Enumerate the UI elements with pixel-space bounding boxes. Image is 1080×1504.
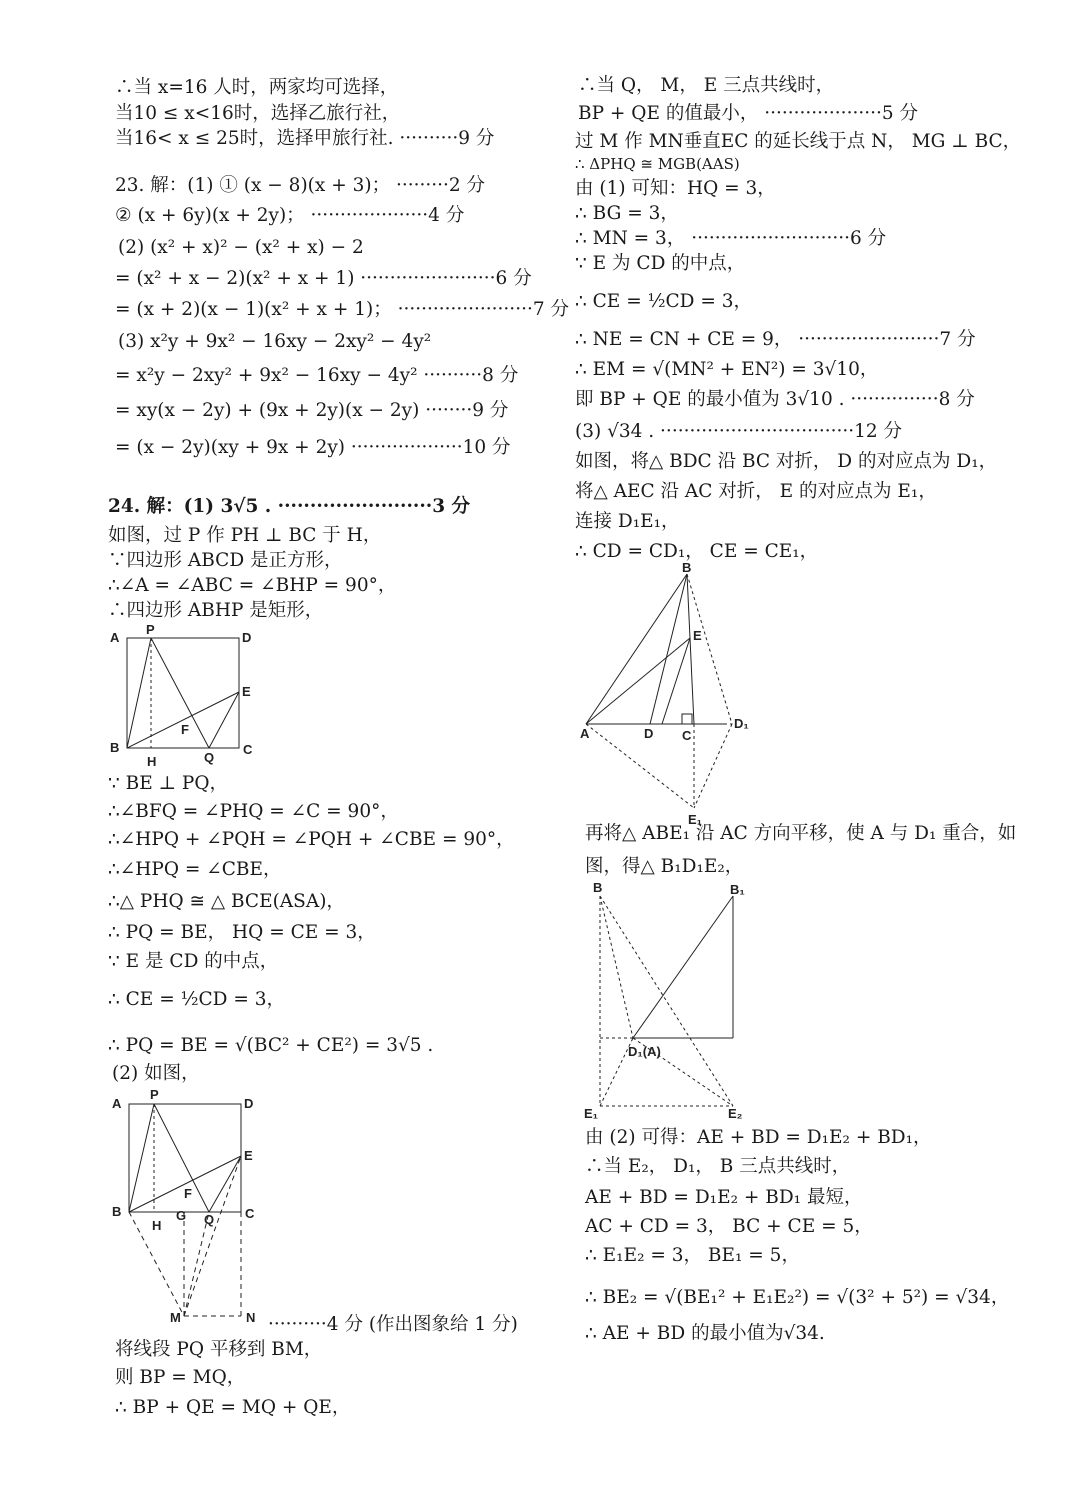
text-line: 如图，过 P 作 PH ⊥ BC 于 H， [108, 525, 382, 546]
text-line: ∴当 E₂， D₁， B 三点共线时， [585, 1156, 851, 1177]
text-line: ··········4 分 (作出图象给 1 分) [268, 1314, 518, 1335]
label-A: A [110, 630, 120, 645]
text-line: ∴∠A = ∠ABC = ∠BHP = 90°， [108, 575, 397, 596]
label-E: E [242, 684, 251, 699]
label-Q: Q [204, 750, 215, 765]
text-line: = (x² + x − 2)(x² + x + 1) ·······················6 分 [115, 268, 532, 289]
label-E1: E₁ [584, 1106, 599, 1121]
label-D: D [244, 1096, 254, 1111]
text-line: ∴∠BFQ = ∠PHQ = ∠C = 90°， [108, 801, 399, 822]
label-C: C [243, 742, 253, 757]
text-line: 图，得△ B₁D₁E₂， [585, 856, 744, 877]
label-F: F [181, 722, 189, 737]
text-line: ② (x + 6y)(x + 2y)； ····················4 分 [115, 205, 465, 226]
text-line: 过 M 作 MN垂直EC 的延长线于点 N， MG ⊥ BC， [575, 131, 1022, 152]
figure-translation [578, 878, 768, 1123]
text-line: ∴∠HPQ + ∠PQH = ∠PQH + ∠CBE = 90°， [108, 829, 515, 850]
figure-square-2 [104, 1084, 274, 1334]
text-line: ∴四边形 ABHP 是矩形， [108, 600, 324, 621]
text-line: (2) 如图， [112, 1063, 200, 1084]
label-D1: D₁ [734, 716, 749, 731]
label-P: P [146, 622, 155, 637]
figure-square-1 [104, 620, 274, 770]
text-line: 由 (1) 可知：HQ = 3， [575, 178, 776, 199]
text-line: ∵ E 为 CD 的中点， [575, 253, 746, 274]
text-line: ∴ NE = CN + CE = 9， ························7 分 [575, 329, 976, 350]
text-line: ∵ BE ⊥ PQ， [108, 773, 229, 794]
label-E: E [244, 1148, 253, 1163]
label-E1: E₁ [688, 812, 703, 827]
text-line: ∴ BP + QE = MQ + QE， [115, 1397, 351, 1418]
text-line: = (x + 2)(x − 1)(x² + x + 1)； ·······················7 分 [115, 299, 569, 320]
text-line: 将线段 PQ 平移到 BM， [115, 1339, 323, 1360]
text-line: ∵四边形 ABCD 是正方形， [108, 550, 343, 571]
text-line: BP + QE 的值最小， ····················5 分 [578, 103, 919, 124]
text-line: 即 BP + QE 的最小值为 3√10 . ···············8 分 [575, 389, 975, 410]
text-line: ∴ ΔPHQ ≅ MGB(AAS) [575, 155, 740, 173]
text-line: (3) x²y + 9x² − 16xy − 2xy² − 4y² [118, 331, 432, 352]
label-C: C [682, 728, 692, 743]
label-B: B [112, 1204, 122, 1219]
text-line: ∴ MN = 3， ···························6 分 [575, 228, 887, 249]
text-line: ∴ PQ = BE = √(BC² + CE²) = 3√5 . [108, 1035, 434, 1056]
label-D: D [644, 726, 654, 741]
label-P: P [150, 1087, 159, 1102]
label-A: A [112, 1096, 122, 1111]
label-B1: B₁ [730, 882, 745, 897]
text-line: ∴ BG = 3， [575, 203, 679, 224]
label-C: C [245, 1206, 255, 1221]
label-B: B [682, 560, 692, 575]
label-F: F [184, 1186, 192, 1201]
text-line: 由 (2) 可得：AE + BD = D₁E₂ + BD₁， [585, 1127, 932, 1148]
label-B: B [593, 880, 603, 895]
text-line: = (x − 2y)(xy + 9x + 2y) ···················10 分 [115, 437, 511, 458]
label-H: H [147, 754, 157, 769]
label-Q: Q [204, 1212, 215, 1227]
label-G: G [176, 1208, 187, 1223]
label-H: H [152, 1218, 162, 1233]
text-line: ∴ EM = √(MN² + EN²) = 3√10， [575, 359, 879, 380]
label-N: N [246, 1310, 256, 1325]
text-line: 将△ AEC 沿 AC 对折， E 的对应点为 E₁， [575, 481, 937, 502]
label-D1A: D₁(A) [628, 1044, 661, 1059]
text-line: = x²y − 2xy² + 9x² − 16xy − 4y² ··········8 分 [115, 365, 519, 386]
text-line: ∴ BE₂ = √(BE₁² + E₁E₂²) = √(3² + 5²) = √34， [585, 1287, 1010, 1308]
text-line: ∴ PQ = BE， HQ = CE = 3， [108, 922, 376, 943]
text-line: ∵ E 是 CD 的中点， [108, 951, 279, 972]
text-line: 当10 ≤ x<16时，选择乙旅行社， [115, 103, 401, 124]
label-D: D [242, 630, 252, 645]
text-line: ∴ E₁E₂ = 3， BE₁ = 5， [585, 1245, 800, 1266]
text-line: ∴当 x=16 人时，两家均可选择， [115, 77, 399, 98]
label-A: A [580, 726, 590, 741]
text-line: ∴∠HPQ = ∠CBE， [108, 859, 282, 880]
text-line: ∴ CE = ½CD = 3， [108, 989, 286, 1010]
text-line: ∴当 Q， M， E 三点共线时， [578, 75, 835, 96]
text-line: = xy(x − 2y) + (9x + 2y)(x − 2y) ········9 分 [115, 400, 509, 421]
text-line: ∴ CD = CD₁， CE = CE₁， [575, 541, 819, 562]
text-line: (3) √34 . ·································12 分 [575, 421, 903, 442]
text-line: 如图，将△ BDC 沿 BC 对折， D 的对应点为 D₁， [575, 451, 998, 472]
label-M: M [170, 1310, 181, 1325]
text-line: AC + CD = 3， BC + CE = 5， [585, 1216, 873, 1237]
text-line: AE + BD = D₁E₂ + BD₁ 最短， [585, 1187, 863, 1208]
text-line: 再将△ ABE₁ 沿 AC 方向平移，使 A 与 D₁ 重合，如 [585, 823, 1017, 844]
figure-fold-triangles [572, 560, 762, 830]
text-line: 连接 D₁E₁， [575, 511, 680, 532]
text-line: ∴ AE + BD 的最小值为√34. [585, 1323, 825, 1344]
label-B: B [110, 740, 120, 755]
label-E2: E₂ [728, 1106, 743, 1121]
text-line: 24. 解：(1) 3√5 . ························3 分 [108, 496, 471, 517]
text-line: 当16< x ≤ 25时，选择甲旅行社. ··········9 分 [115, 128, 495, 149]
text-line: ∴△ PHQ ≅ △ BCE(ASA)， [108, 891, 345, 912]
text-line: ∴ CE = ½CD = 3， [575, 291, 753, 312]
text-line: 则 BP = MQ， [115, 1367, 246, 1388]
text-line: 23. 解：(1) ① (x − 8)(x + 3)； ·········2 分 [115, 175, 486, 196]
text-line: (2) (x² + x)² − (x² + x) − 2 [118, 237, 364, 258]
label-E: E [693, 628, 702, 643]
